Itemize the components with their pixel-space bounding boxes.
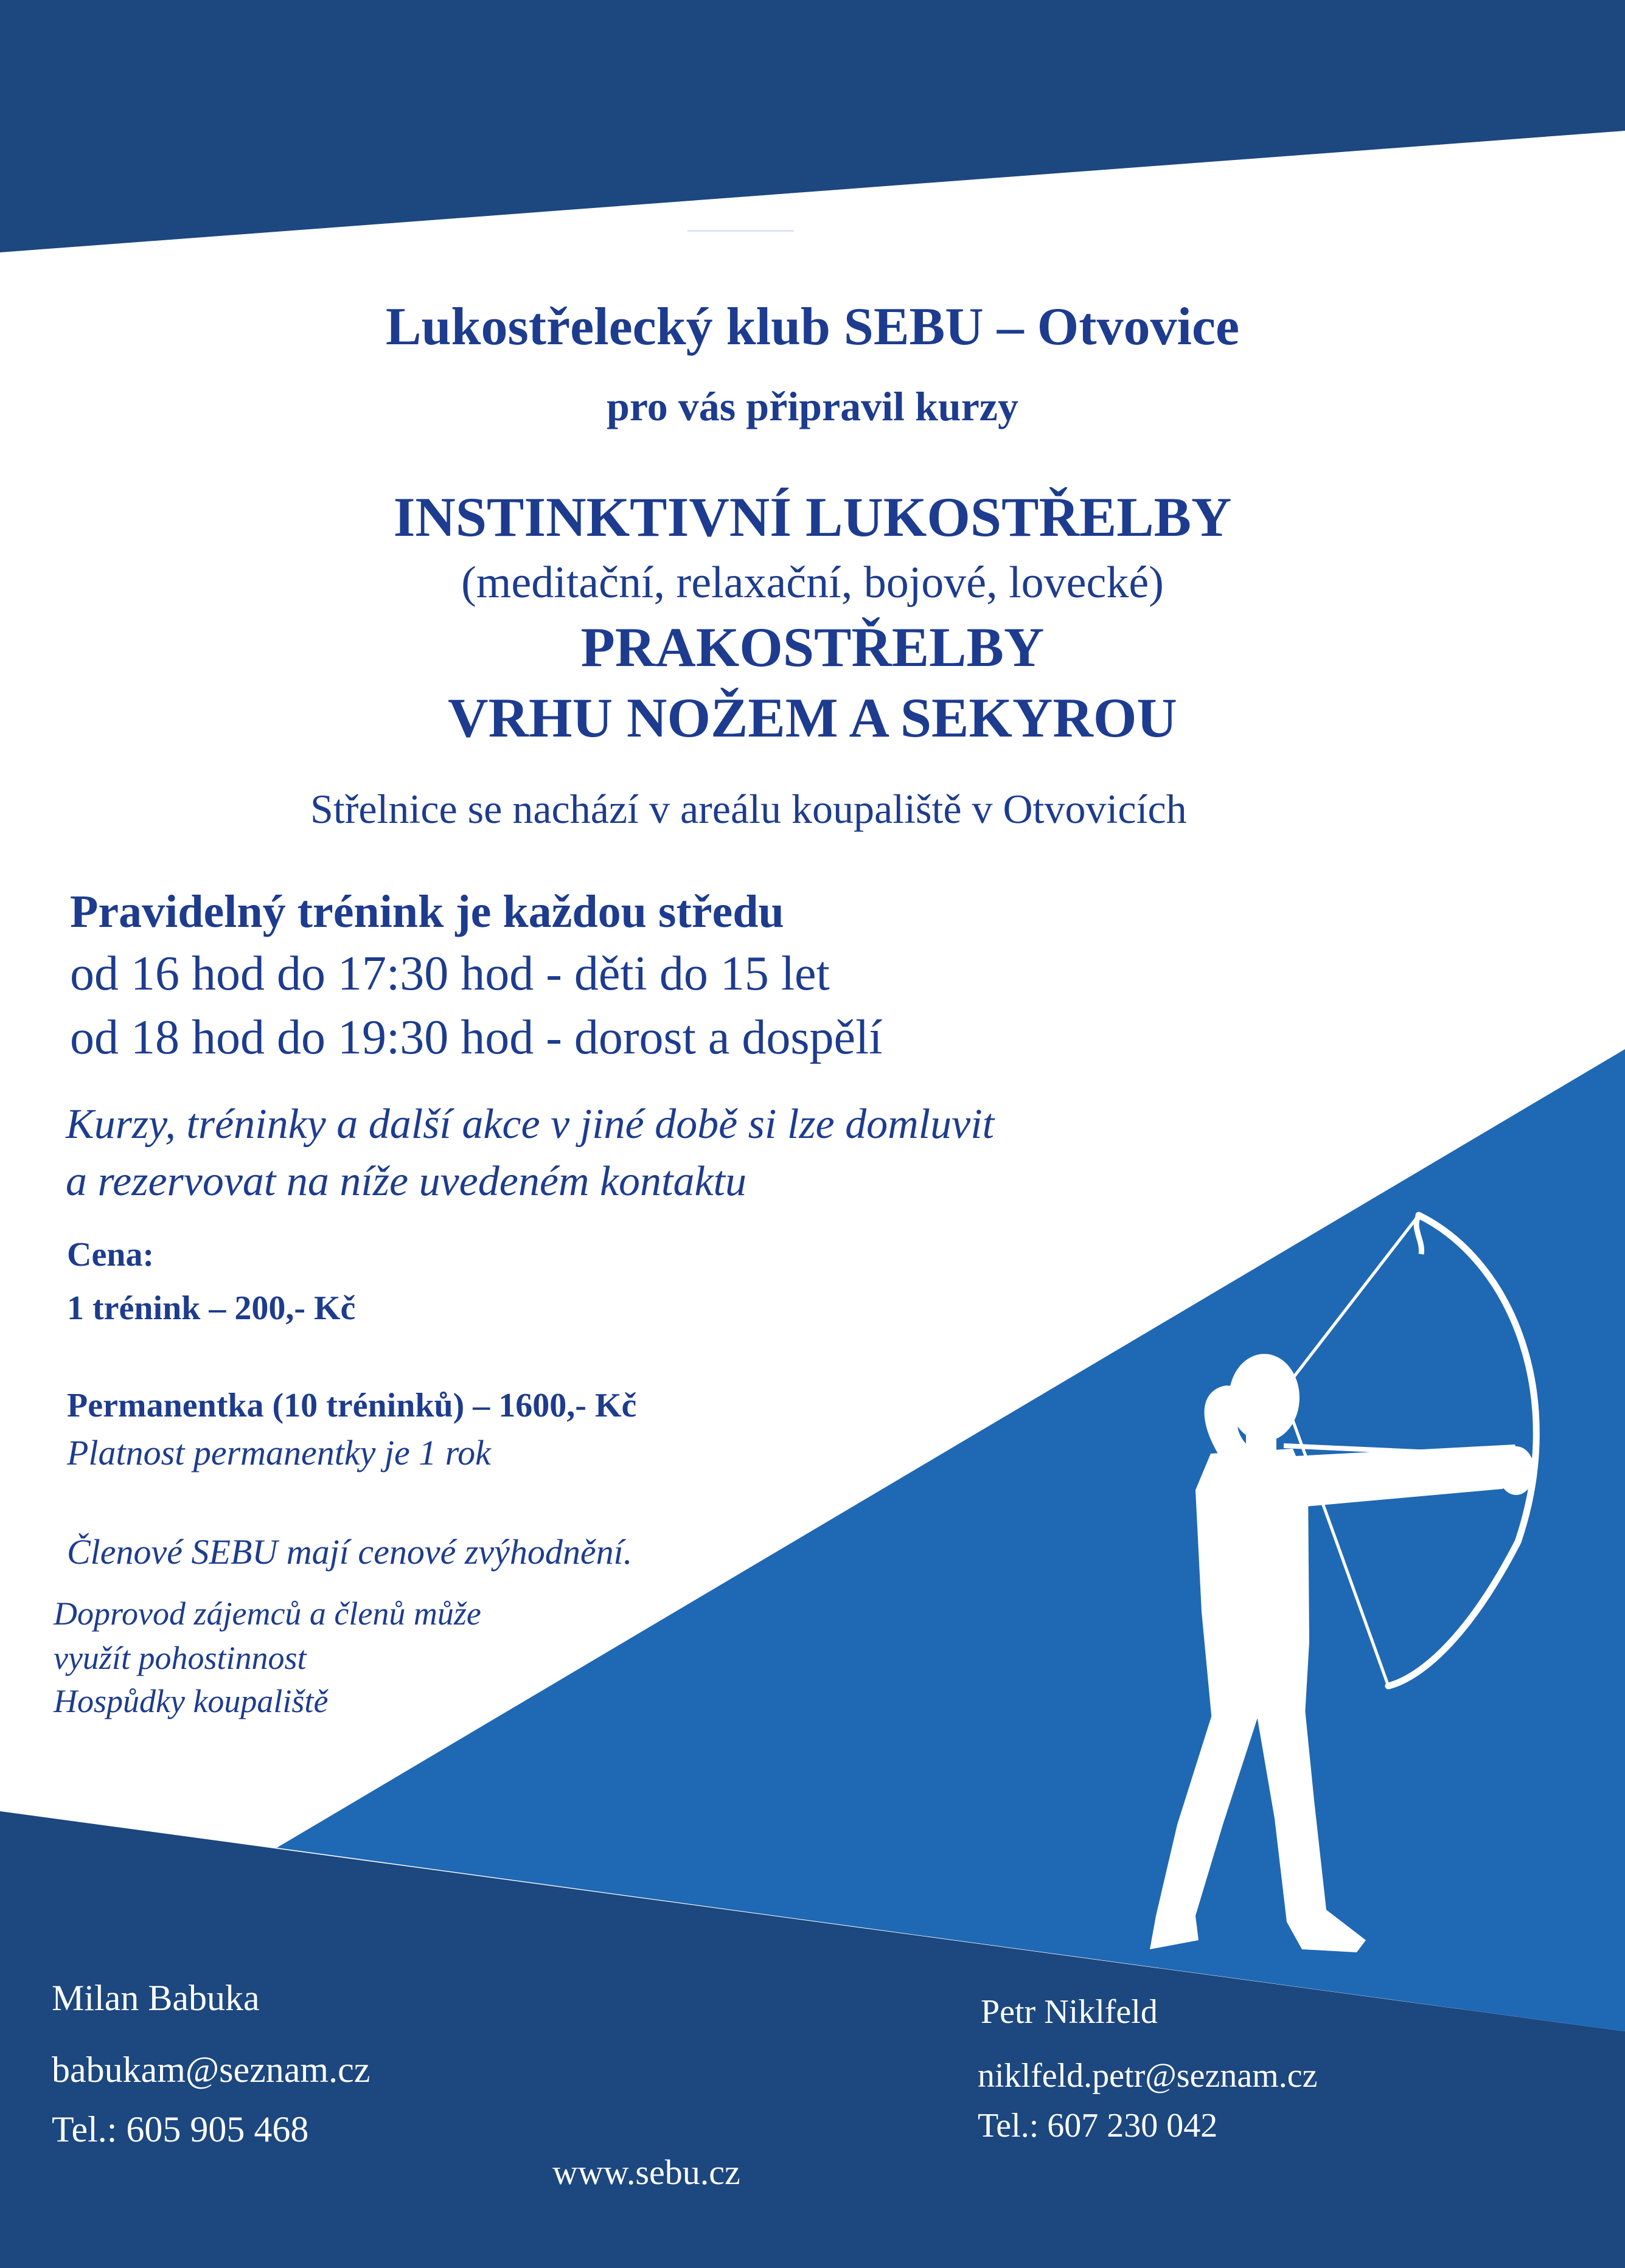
- pass-validity: Platnost permanentky je 1 rok: [67, 1433, 491, 1472]
- booking-line-1: Kurzy, tréninky a další akce v jiné době si lze domluvit: [66, 1101, 995, 1148]
- training-heading: Pravidelný trénink je každou středu: [70, 886, 784, 937]
- contact-1-phone[interactable]: Tel.: 605 905 468: [52, 2109, 309, 2149]
- companions-line-3: Hospůdky koupaliště: [54, 1683, 329, 1719]
- contact-2-name: Petr Niklfeld: [981, 1993, 1158, 2031]
- price-pass: Permanentka (10 tréninků) – 1600,- Kč: [67, 1387, 637, 1424]
- contact-2-phone[interactable]: Tel.: 607 230 042: [978, 2107, 1218, 2145]
- website-link[interactable]: www.sebu.cz: [552, 2152, 740, 2192]
- contact-1-email[interactable]: babukam@seznam.cz: [52, 2050, 371, 2090]
- companions-line-1: Doprovod zájemců a členů může: [54, 1595, 481, 1632]
- top-line-mark: [687, 230, 794, 232]
- course-archery-note: (meditační, relaxační, bojové, lovecké): [461, 558, 1164, 608]
- club-title: Lukostřelecký klub SEBU – Otvovice: [385, 297, 1240, 356]
- location-text: Střelnice se nachází v areálu koupaliště v Otvovicích: [310, 786, 1187, 832]
- training-slot-adults: od 18 hod do 19:30 hod - dorost a dospělí: [70, 1011, 883, 1064]
- course-instinctive-archery: INSTINKTIVNÍ LUKOSTŘELBY: [393, 486, 1232, 548]
- price-single: 1 trénink – 200,- Kč: [67, 1289, 356, 1327]
- training-slot-children: od 16 hod do 17:30 hod - děti do 15 let: [70, 947, 830, 1000]
- top-band: [0, 0, 1625, 252]
- course-slingshot: PRAKOSTŘELBY: [580, 616, 1045, 678]
- booking-line-2: a rezervovat na níže uvedeném kontaktu: [66, 1158, 746, 1205]
- course-knife-axe-throwing: VRHU NOŽEM A SEKYROU: [448, 687, 1177, 749]
- subtitle: pro vás připravil kurzy: [607, 383, 1018, 429]
- members-discount-note: Členové SEBU mají cenové zvýhodnění.: [67, 1532, 633, 1572]
- contact-2-email[interactable]: niklfeld.petr@seznam.cz: [978, 2057, 1318, 2095]
- contact-1-name: Milan Babuka: [52, 1978, 260, 2018]
- companions-line-2: využít pohostinnost: [54, 1640, 307, 1676]
- price-label: Cena:: [67, 1236, 155, 1274]
